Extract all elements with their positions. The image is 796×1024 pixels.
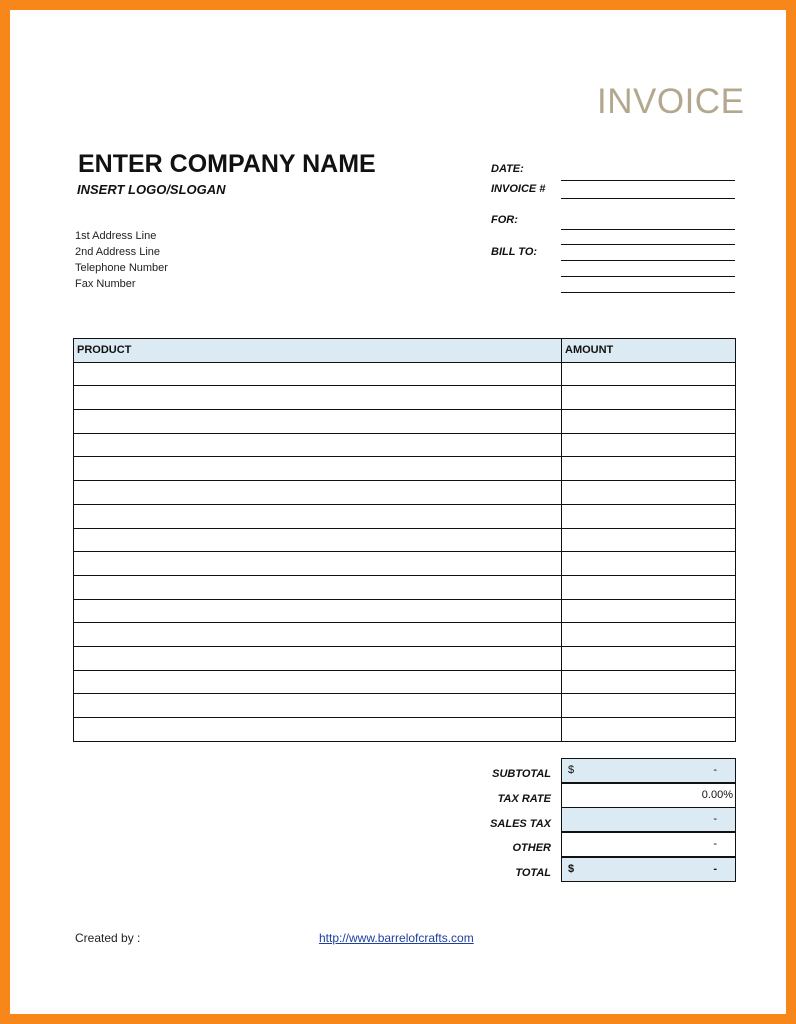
sales-tax-cell [561,807,736,832]
total-currency: $ [568,863,575,875]
product-cell[interactable] [74,575,562,599]
subtotal-cell [561,758,736,783]
product-cell[interactable] [74,599,562,623]
amount-cell[interactable] [562,694,736,718]
sales-tax-label: SALES TAX [490,818,551,830]
other-value[interactable]: - [713,838,717,850]
date-label: DATE: [491,163,524,175]
bill-to-field-line-1[interactable] [561,244,735,245]
amount-cell[interactable] [562,410,736,434]
table-header-row [74,339,736,363]
table-row [74,694,736,718]
amount-cell[interactable] [562,528,736,552]
table-row [74,386,736,410]
created-by-label: Created by : [75,931,141,945]
total-value: - [713,863,717,875]
fax-number[interactable]: Fax Number [75,278,136,290]
table-row [74,362,736,386]
line-items-table [73,338,736,742]
total-cell [561,857,736,882]
product-cell[interactable] [74,362,562,386]
product-cell[interactable] [74,386,562,410]
subtotal-currency: $ [568,764,575,776]
table-row [74,528,736,552]
line-items-body [74,362,736,741]
other-label: OTHER [512,842,551,854]
bill-to-field-line-4[interactable] [561,292,735,293]
tax-rate-value[interactable]: 0.00% [701,789,733,801]
amount-cell[interactable] [562,670,736,694]
telephone-number[interactable]: Telephone Number [75,262,168,274]
table-row [74,623,736,647]
for-label: FOR: [491,214,518,226]
table-row [74,718,736,742]
amount-cell[interactable] [562,386,736,410]
table-row [74,552,736,576]
invoice-page [10,10,786,1014]
tax-rate-label: TAX RATE [497,793,551,805]
table-row [74,575,736,599]
table-row [74,481,736,505]
bill-to-field-line-2[interactable] [561,260,735,261]
amount-cell[interactable] [562,504,736,528]
sales-tax-value: - [713,813,717,825]
amount-cell[interactable] [562,362,736,386]
table-row [74,410,736,434]
invoice-title: INVOICE [597,82,745,121]
product-cell[interactable] [74,433,562,457]
company-name[interactable]: ENTER COMPANY NAME [78,150,376,178]
product-cell[interactable] [74,552,562,576]
total-label: TOTAL [515,867,551,879]
company-slogan[interactable]: INSERT LOGO/SLOGAN [77,182,226,197]
amount-column-header: AMOUNT [562,339,736,363]
amount-cell[interactable] [562,481,736,505]
address-line-2[interactable]: 2nd Address Line [75,246,161,258]
website-link[interactable]: http://www.barrelofcrafts.com [319,931,474,945]
subtotal-value: - [713,764,717,776]
product-cell[interactable] [74,528,562,552]
invoice-number-label: INVOICE # [491,183,546,195]
invoice-number-field[interactable] [561,198,735,199]
table-row [74,599,736,623]
amount-cell[interactable] [562,552,736,576]
product-cell[interactable] [74,623,562,647]
bill-to-label: BILL TO: [491,246,538,258]
product-cell[interactable] [74,694,562,718]
tax-rate-cell[interactable] [561,783,736,808]
table-row [74,646,736,670]
product-cell[interactable] [74,646,562,670]
amount-cell[interactable] [562,457,736,481]
address-line-1[interactable]: 1st Address Line [75,230,157,242]
amount-cell[interactable] [562,599,736,623]
product-cell[interactable] [74,504,562,528]
other-cell[interactable] [561,832,736,857]
for-field[interactable] [561,229,735,230]
table-row [74,457,736,481]
table-row [74,670,736,694]
amount-cell[interactable] [562,575,736,599]
amount-cell[interactable] [562,718,736,742]
product-cell[interactable] [74,457,562,481]
table-row [74,433,736,457]
product-cell[interactable] [74,410,562,434]
amount-cell[interactable] [562,646,736,670]
subtotal-label: SUBTOTAL [492,768,551,780]
product-column-header: PRODUCT [74,339,562,363]
product-cell[interactable] [74,718,562,742]
amount-cell[interactable] [562,433,736,457]
product-cell[interactable] [74,481,562,505]
bill-to-field-line-3[interactable] [561,276,735,277]
table-row [74,504,736,528]
amount-cell[interactable] [562,623,736,647]
product-cell[interactable] [74,670,562,694]
date-field[interactable] [561,180,735,181]
